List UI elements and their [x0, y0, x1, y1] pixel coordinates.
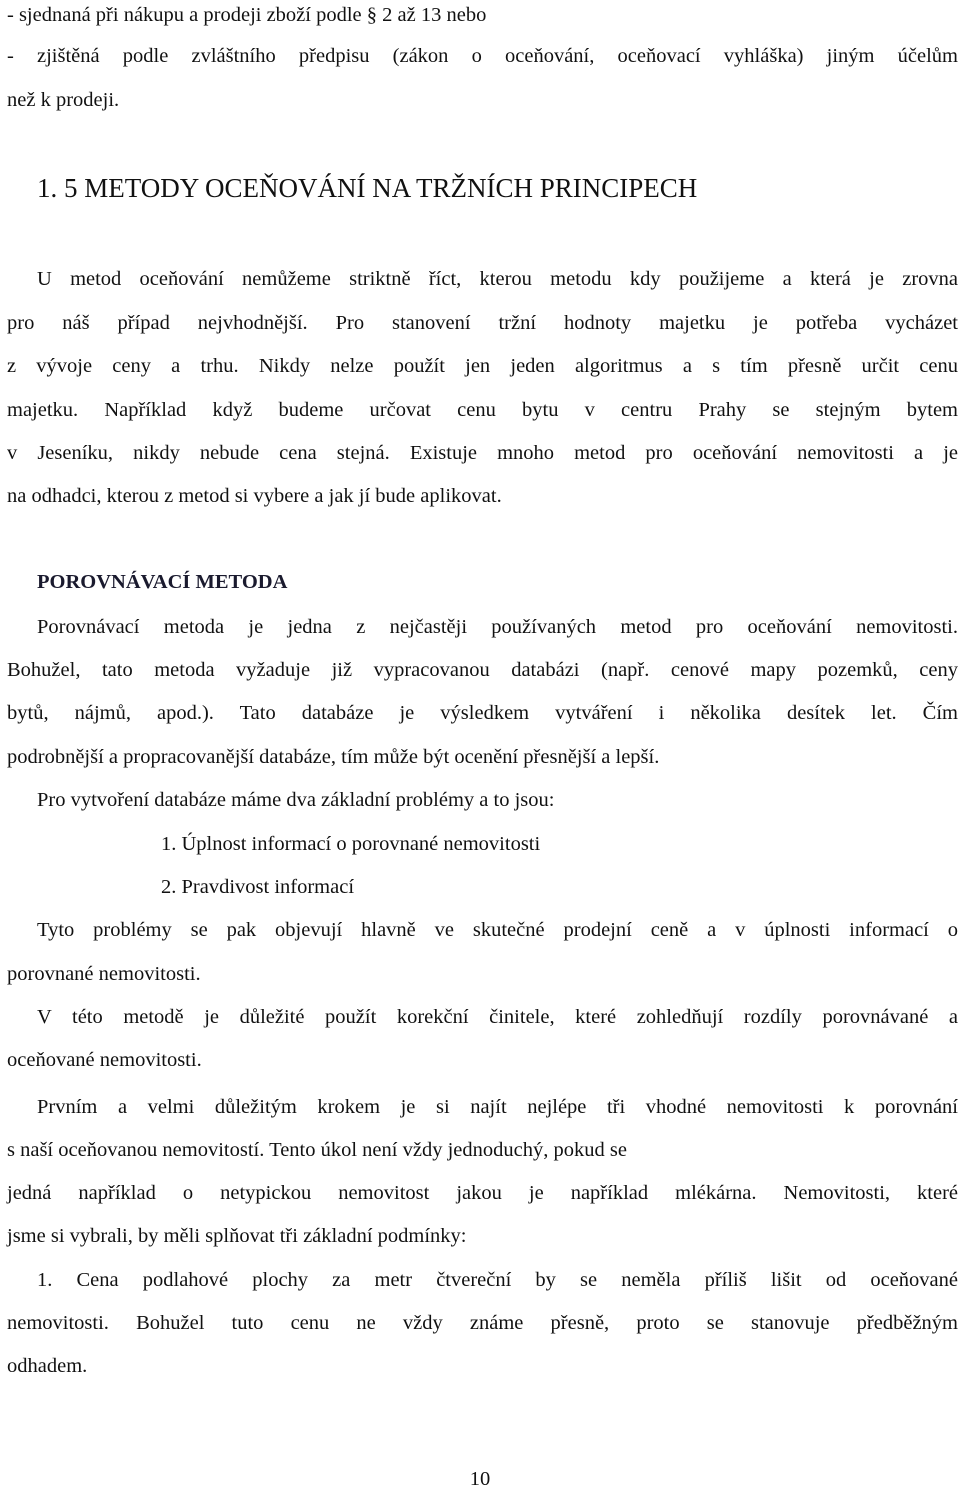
paragraph-line: jsme si vybrali, by měli splňovat tři základní podmínky:	[7, 1225, 467, 1247]
paragraph-line: Tyto problémy se pak objevují hlavně ve skutečné prodejní ceně a v úplnosti informací o	[37, 919, 958, 941]
subheading: POROVNÁVACÍ METODA	[37, 571, 288, 593]
paragraph-line: v Jeseníku, nikdy nebude cena stejná. Existuje mnoho metod pro oceňování nemovitosti a je	[7, 442, 958, 464]
paragraph-line: Pro vytvoření databáze máme dva základní problémy a to jsou:	[37, 789, 555, 811]
paragraph-line: V této metodě je důležité použít korekční činitele, které zohledňují rozdíly porovnávané a	[37, 1006, 958, 1028]
list-item: - sjednaná při nákupu a prodeji zboží podle § 2 až 13 nebo	[7, 4, 487, 26]
paragraph-line: na odhadci, kterou z metod si vybere a jak jí bude aplikovat.	[7, 485, 502, 507]
list-item-continuation: než k prodeji.	[7, 89, 120, 111]
list-item: 1. Úplnost informací o porovnané nemovitosti	[161, 833, 541, 855]
paragraph-line: nemovitosti. Bohužel tuto cenu ne vždy známe přesně, proto se stanovuje předběžným	[7, 1312, 958, 1334]
list-item: 2. Pravdivost informací	[161, 876, 355, 898]
paragraph-line: oceňované nemovitosti.	[7, 1049, 202, 1071]
section-heading: 1. 5 METODY OCEŇOVÁNÍ NA TRŽNÍCH PRINCIPECH	[37, 173, 698, 203]
paragraph-line: Prvním a velmi důležitým krokem je si najít nejlépe tři vhodné nemovitosti k porovnání	[37, 1096, 958, 1118]
list-item: - zjištěná podle zvláštního předpisu (zákon o oceňování, oceňovací vyhláška) jiným účelům	[7, 45, 958, 67]
paragraph-line: bytů, nájmů, apod.). Tato databáze je výsledkem vytváření i několika desítek let. Čím	[7, 702, 958, 724]
paragraph-line: pro náš případ nejvhodnější. Pro stanovení tržní hodnoty majetku je potřeba vycházet	[7, 312, 958, 334]
list-item: 1. Cena podlahové plochy za metr čtvereční by se neměla příliš lišit od oceňované	[37, 1269, 958, 1291]
paragraph-line: jedná například o netypickou nemovitost jakou je například mlékárna. Nemovitosti, které	[7, 1182, 958, 1204]
paragraph-line: majetku. Například když budeme určovat cenu bytu v centru Prahy se stejným bytem	[7, 399, 958, 421]
paragraph-line: s naší oceňovanou nemovitostí. Tento úkol není vždy jednoduchý, pokud se	[7, 1139, 627, 1161]
paragraph-line: Bohužel, tato metoda vyžaduje již vypracovanou databázi (např. cenové mapy pozemků, ceny	[7, 659, 958, 681]
paragraph-line: z vývoje ceny a trhu. Nikdy nelze použít jen jeden algoritmus a s tím přesně určit cenu	[7, 355, 958, 377]
paragraph-line: odhadem.	[7, 1355, 88, 1377]
paragraph-line: podrobnější a propracovanější databáze, tím může být ocenění přesnější a lepší.	[7, 746, 660, 768]
paragraph-line: U metod oceňování nemůžeme striktně říct, kterou metodu kdy použijeme a která je zrovna	[37, 268, 958, 290]
page-number: 10	[469, 1468, 491, 1490]
paragraph-line: Porovnávací metoda je jedna z nejčastěji používaných metod pro oceňování nemovitosti.	[37, 616, 958, 638]
paragraph-line: porovnané nemovitosti.	[7, 963, 201, 985]
